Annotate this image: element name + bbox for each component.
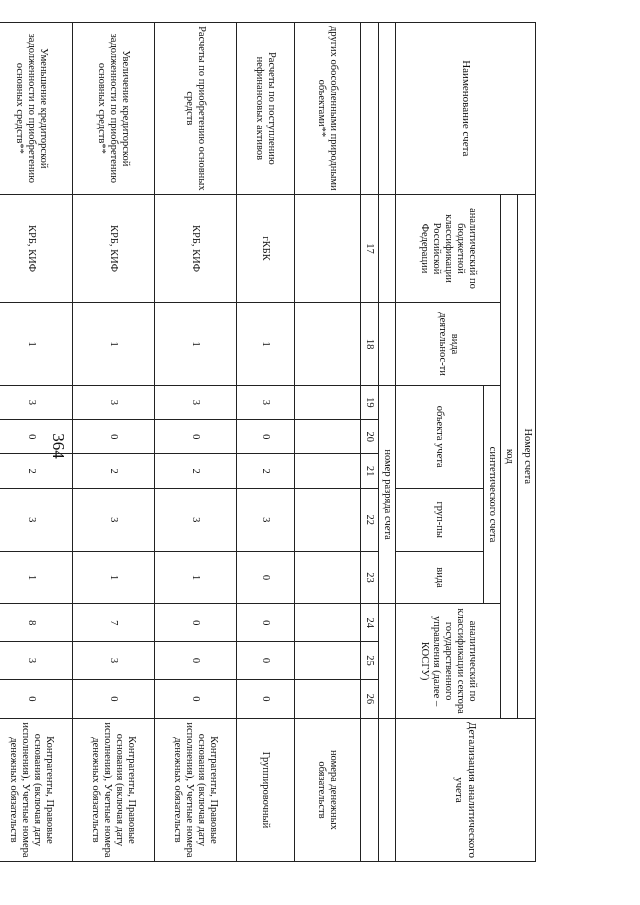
row-cell: 3 xyxy=(72,642,154,680)
index-cell: 22 xyxy=(360,488,378,551)
row-account-name: Расчеты по приобретению основных средств xyxy=(154,23,236,195)
row-cell: 0 xyxy=(236,420,294,454)
header-synthetic: синтетического счета xyxy=(483,385,500,604)
row-cell: 8 xyxy=(0,604,72,642)
row-detail: Контрагенты, Правовые основания (включая дату исполнения), Учетные номера денежных обязательств xyxy=(0,718,72,861)
row-cell: 0 xyxy=(154,420,236,454)
index-cell: 18 xyxy=(360,303,378,385)
row-cell: 0 xyxy=(154,679,236,718)
row-cell: 1 xyxy=(236,303,294,385)
header-code: код xyxy=(500,194,517,718)
index-cell: 19 xyxy=(360,385,378,419)
row-cell: гКБК xyxy=(236,194,294,303)
row-cell xyxy=(294,420,360,454)
row-cell: 1 xyxy=(0,551,72,604)
table-row xyxy=(154,23,236,862)
row-cell: 0 xyxy=(0,679,72,718)
index-cell: 25 xyxy=(360,642,378,680)
row-cell xyxy=(294,642,360,680)
row-cell: 0 xyxy=(236,679,294,718)
header-activity-type: вида деятельнос-ти xyxy=(395,303,500,385)
row-cell: 0 xyxy=(236,551,294,604)
row-cell xyxy=(294,454,360,488)
header-account-name: Наименование счета xyxy=(395,23,535,195)
row-cell: 0 xyxy=(72,420,154,454)
row-cell: КРБ, КИФ xyxy=(72,194,154,303)
header-spacer-right xyxy=(378,718,395,861)
row-cell xyxy=(294,385,360,419)
index-blank-right xyxy=(360,718,378,861)
header-spacer-kosgu xyxy=(378,604,395,719)
row-cell: 3 xyxy=(154,488,236,551)
index-blank-left xyxy=(360,23,378,195)
header-spacer-17 xyxy=(378,194,395,303)
row-cell: КРБ, КИФ xyxy=(0,194,72,303)
row-cell: 2 xyxy=(154,454,236,488)
row-detail: номера денежных обязательств xyxy=(294,718,360,861)
row-cell: 2 xyxy=(236,454,294,488)
index-cell: 17 xyxy=(360,194,378,303)
row-detail: Контрагенты, Правовые основания (включая дату исполнения), Учетные номера денежных обязательств xyxy=(72,718,154,861)
row-cell: 3 xyxy=(72,488,154,551)
page-number: 364 xyxy=(49,433,68,459)
row-cell: 0 xyxy=(72,679,154,718)
row-cell xyxy=(294,604,360,642)
row-detail: Группировочный xyxy=(236,718,294,861)
row-cell xyxy=(294,303,360,385)
row-cell: 0 xyxy=(236,642,294,680)
row-cell xyxy=(294,194,360,303)
index-cell: 20 xyxy=(360,420,378,454)
table-row xyxy=(72,23,154,862)
header-group: груп-пы xyxy=(395,488,483,551)
header-kind: вида xyxy=(395,551,483,604)
row-account-name: Увеличение кредиторской задолженности по приобретению основных средств** xyxy=(72,23,154,195)
index-cell: 24 xyxy=(360,604,378,642)
index-cell: 23 xyxy=(360,551,378,604)
row-cell: 1 xyxy=(154,551,236,604)
header-detail: Детализация аналитического учета xyxy=(395,718,535,861)
row-cell: 3 xyxy=(154,385,236,419)
account-table xyxy=(0,22,536,862)
header-budget-analytical: аналитический по бюджетной классификации Российской Федерации xyxy=(395,194,500,303)
row-account-name: Уменьшение кредиторской задолженности по приобретению основных средств** xyxy=(0,23,72,195)
header-kosgu: аналитический по классификации сектора государственного управления (далее – КОСГУ) xyxy=(395,604,500,719)
row-detail: Контрагенты, Правовые основания (включая дату исполнения), Учетные номера денежных обязательств xyxy=(154,718,236,861)
row-cell: 1 xyxy=(0,303,72,385)
row-cell: 1 xyxy=(154,303,236,385)
row-cell: 0 xyxy=(0,420,72,454)
row-cell: 3 xyxy=(0,488,72,551)
header-digit-number: номер разряда счета xyxy=(378,385,395,604)
row-account-name: Расчеты по поступлению нефинансовых активов xyxy=(236,23,294,195)
row-cell: 7 xyxy=(72,604,154,642)
table-row xyxy=(236,23,294,862)
row-cell: 3 xyxy=(236,385,294,419)
row-cell: 3 xyxy=(0,385,72,419)
header-account-number: Номер счета xyxy=(518,194,536,718)
row-cell: 0 xyxy=(154,642,236,680)
header-spacer-left xyxy=(378,23,395,195)
row-cell: 0 xyxy=(154,604,236,642)
row-cell: 1 xyxy=(72,303,154,385)
index-cell: 26 xyxy=(360,679,378,718)
row-cell xyxy=(294,488,360,551)
row-cell: 0 xyxy=(236,604,294,642)
row-cell: 1 xyxy=(72,551,154,604)
row-cell xyxy=(294,679,360,718)
table-row xyxy=(294,23,360,862)
row-cell xyxy=(294,551,360,604)
row-cell: 2 xyxy=(0,454,72,488)
header-object: объекта учета xyxy=(395,385,483,488)
row-cell: КРБ, КИФ xyxy=(154,194,236,303)
row-account-name: других обособленными природными объектами** xyxy=(294,23,360,195)
row-cell: 2 xyxy=(72,454,154,488)
row-cell: 3 xyxy=(236,488,294,551)
table-row xyxy=(0,23,72,862)
header-spacer-18 xyxy=(378,303,395,385)
index-cell: 21 xyxy=(360,454,378,488)
row-cell: 3 xyxy=(0,642,72,680)
row-cell: 3 xyxy=(72,385,154,419)
